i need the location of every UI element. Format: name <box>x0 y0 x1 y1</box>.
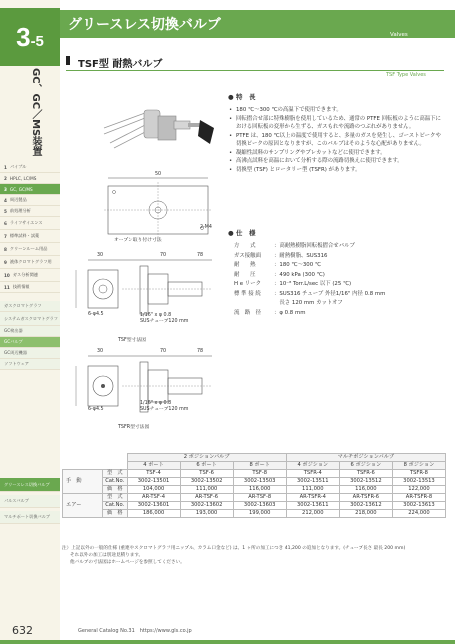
feature-item: • 凝縮性試料のサンプリングやプレカットなどに使用できます。 <box>236 149 443 158</box>
tsfr-hole-label: 6-φ4.5 <box>88 407 104 412</box>
spec-key <box>234 299 274 309</box>
group-2pos: 2 ポジションバルブ <box>127 454 286 462</box>
spec-key: 耐 熱 <box>234 262 256 268</box>
features-heading: 特 長 <box>235 93 256 101</box>
spec-value: ：高耐熱樹脂回転板摺合せバルブ <box>274 243 355 249</box>
product-photo <box>100 88 225 168</box>
feature-item: • 切換型 (TSF) とロータリー型 (TSFR) があります。 <box>236 166 443 175</box>
sidebar-item-5[interactable] <box>0 206 60 217</box>
section-vertical-title: GC、GC／MS装置 <box>30 68 41 157</box>
table-column-header: 6 ポート <box>180 462 233 470</box>
group-multipos: マルチポジションバルブ <box>286 454 445 462</box>
table-cell: TSFR-6 <box>339 470 392 478</box>
notes <box>62 545 446 566</box>
tsfr-dim-70: 70 <box>160 349 167 354</box>
table-row-key: Cat.No. <box>103 478 128 486</box>
tsfr-tube-label: 1/16" x φ 0.8 SUSチューブ120 mm <box>140 401 189 412</box>
table-row-key: 価 格 <box>103 486 128 494</box>
subnav-bottom-item[interactable] <box>0 495 60 508</box>
price-table <box>62 453 446 518</box>
tsfr-dim-78: 78 <box>197 349 204 354</box>
subnav-item-label: GC検出器 <box>4 328 23 333</box>
table-corner <box>103 462 128 470</box>
table-cell: 3002-13611 <box>286 502 339 510</box>
table-row-key: 価 格 <box>103 510 128 518</box>
sidebar-item-label: ガス分析関連 <box>12 272 38 277</box>
table-cell: 122,000 <box>392 486 445 494</box>
sidebar-item-1[interactable] <box>0 162 60 173</box>
table-cell: 3002-13513 <box>392 478 445 486</box>
subnav-item[interactable] <box>0 348 60 359</box>
product-title: TSF型 耐熱バルブ <box>78 59 163 70</box>
sidebar-item-label: 周辺製品 <box>9 197 27 202</box>
tsf-dim-30: 30 <box>97 253 104 258</box>
features-section <box>228 84 443 174</box>
table-cell: 3002-13501 <box>127 478 180 486</box>
table-cell: 186,000 <box>127 510 180 518</box>
feature-item: • 高沸点試料を高温において分析する際の流路切換えに使用できます。 <box>236 157 443 166</box>
features-list <box>228 106 443 174</box>
screw-label: 2-M4 <box>200 225 212 230</box>
sidebar-item-number: 11 <box>4 284 10 290</box>
table-corner <box>103 454 128 462</box>
spec-heading-mark: ● <box>228 229 236 237</box>
table-cell: AR-TSFR-6 <box>339 494 392 502</box>
table-column-header: 6 ポジション <box>339 462 392 470</box>
spec-row <box>234 242 385 252</box>
subnav-bottom-item[interactable] <box>0 511 60 524</box>
subnav-item[interactable] <box>0 312 60 326</box>
table-cell: 116,000 <box>339 486 392 494</box>
spec-key: 耐 圧 <box>234 271 256 278</box>
table-cell: 199,000 <box>233 510 286 518</box>
table-cell: AR-TSF-4 <box>127 494 180 502</box>
subnav-bottom-label: パルスバルブ <box>4 498 29 503</box>
footer-bar <box>0 640 455 644</box>
table-row-key: 型 式 <box>103 494 128 502</box>
table-cell: TSF-8 <box>233 470 286 478</box>
table-cell: 3002-13613 <box>392 502 445 510</box>
sidebar-item-label: 標準試料・試薬 <box>9 233 40 238</box>
table-row-group: 手 動 <box>63 470 103 494</box>
page-title: グリースレス切換バルブ <box>68 17 221 33</box>
spec-row <box>234 261 385 271</box>
table-column-header: 8 ポート <box>233 462 286 470</box>
subnav-bottom-label: マルチポート切換バルブ <box>4 514 51 519</box>
table-row-key: Cat.No. <box>103 502 128 510</box>
subnav-item-label: GCバルブ <box>4 339 23 344</box>
subnav-item[interactable] <box>0 301 60 312</box>
spec-section <box>228 220 443 318</box>
spec-key: 標 準 接 続 <box>234 290 261 297</box>
spec-row <box>234 290 385 300</box>
spec-key: H e リーク <box>234 281 261 287</box>
section-number: 3-5 <box>0 8 60 66</box>
spec-row <box>234 271 385 281</box>
table-cell: AR-TSFR-4 <box>286 494 339 502</box>
tsf-tube-label: 1/16" x φ 0.8 SUSチューブ120 mm <box>140 313 189 324</box>
spec-row <box>234 252 385 262</box>
sidebar-item-number: 10 <box>4 272 10 278</box>
sidebar-item-11[interactable] <box>0 282 60 293</box>
sidebar-item-label: GC, GC/MS <box>9 186 33 192</box>
table-row-group: エアー <box>63 494 103 518</box>
page-title-en: Valves <box>390 32 408 38</box>
table-corner <box>63 454 103 462</box>
table-row <box>63 494 446 502</box>
subnav-item-label: ガスクロマトグラフ <box>4 303 42 308</box>
sidebar-item-6[interactable] <box>0 217 60 230</box>
spec-key: 方 式 <box>234 243 256 249</box>
sidebar-item-number: 4 <box>4 197 7 203</box>
table-row <box>63 470 446 478</box>
sidebar-item-label: クリーンルーム用品 <box>9 246 48 251</box>
table-row <box>63 502 446 510</box>
sidebar-item-number: 5 <box>4 208 7 214</box>
spec-row <box>234 309 385 319</box>
sidebar-item-2[interactable] <box>0 173 60 184</box>
features-heading-mark: ● <box>228 93 236 101</box>
tsf-dim-70: 70 <box>160 253 167 258</box>
sidebar-item-label: HPLC, LC/MS <box>9 175 37 181</box>
subnav-item-label: システムガスクロマトグラフ <box>4 315 58 321</box>
subnav-item[interactable] <box>0 337 60 348</box>
sidebar-item-number: 8 <box>4 246 7 252</box>
table-cell: 3002-13511 <box>286 478 339 486</box>
table-cell: AR-TSF-8 <box>233 494 286 502</box>
dim-50-top: 50 <box>155 172 162 177</box>
table-column-header: 4 ポート <box>127 462 180 470</box>
subnav-item-label: GC周辺機器 <box>4 350 27 355</box>
sidebar-item-label: ライフサイエンス <box>9 220 43 225</box>
spec-value: ：10⁻⁸ Torr.L/sec 以下 (25 ℃) <box>274 281 352 287</box>
note-line: 他バルブの寸法図はホームページを参照してください。 <box>70 560 185 565</box>
table-cell: TSF-6 <box>180 470 233 478</box>
sidebar-item-3[interactable] <box>0 184 60 195</box>
table-cell: 224,000 <box>392 510 445 518</box>
table-row <box>63 486 446 494</box>
table-cell: TSFR-8 <box>392 470 445 478</box>
panel-mount-label: オープン取り付け寸法 <box>114 238 162 243</box>
feature-item: • 180 ℃～300 ℃の高温下で使用できます。 <box>236 106 443 115</box>
subnav-item-label: ソフトウェア <box>4 361 29 366</box>
title-bullet <box>66 56 70 65</box>
spec-value: 長さ 120 mm カットオフ <box>274 300 343 306</box>
spec-key: 流 路 径 <box>234 309 261 316</box>
table-cell: 3002-13601 <box>127 502 180 510</box>
spec-row <box>234 280 385 290</box>
sidebar-item-7[interactable] <box>0 230 60 243</box>
table-cell: 3002-13502 <box>180 478 233 486</box>
table-cell: 212,000 <box>286 510 339 518</box>
tsf-dim-78: 78 <box>197 253 204 258</box>
sidebar-item-label: 前処理分析 <box>9 208 31 213</box>
table-cell: 3002-13503 <box>233 478 286 486</box>
spec-value: ：φ 0.8 mm <box>274 309 306 316</box>
table-cell: 116,000 <box>233 486 286 494</box>
product-title-en: TSF Type Valves <box>386 72 426 78</box>
spec-value: ：180 ℃～300 ℃ <box>274 262 321 268</box>
spec-value: ：SUS316 チューブ 外径1/16" 内径 0.8 mm <box>274 290 386 297</box>
table-cell: 3002-13612 <box>339 502 392 510</box>
feature-item: • PTFE は、180 ℃以上の温度で使用すると、多量のガスを発生し、ゴーストピークや切換ピークの原因となりますが、このバルブはそのような心配がありません。 <box>236 132 443 149</box>
sidebar-item-label: 液体クロマトグラフ用 <box>9 259 52 264</box>
sidebar-item-number: 1 <box>4 164 7 170</box>
sidebar-item-label: パイプル <box>9 164 27 169</box>
table-cell: 104,000 <box>127 486 180 494</box>
table-row-key: 型 式 <box>103 470 128 478</box>
sidebar-item-number: 7 <box>4 233 7 239</box>
table-column-header: 8 ポジション <box>392 462 445 470</box>
tsf-hole-label: 6-φ4.5 <box>88 312 104 317</box>
footer-text: General Catalog No.31 https://www.gls.co.jp <box>78 628 192 634</box>
tsfr-dim-30: 30 <box>97 349 104 354</box>
spec-value: ：490 kPa (300 ℃) <box>274 271 325 278</box>
sidebar-item-10[interactable] <box>0 269 60 282</box>
table-row <box>63 510 446 518</box>
subnav-bottom-item[interactable] <box>0 478 60 492</box>
table-header-row <box>63 462 446 470</box>
table-cell: TSFR-4 <box>286 470 339 478</box>
table-cell: 193,000 <box>180 510 233 518</box>
tsfr-dimension-diagram <box>62 348 227 426</box>
sidebar-item-number: 2 <box>4 175 7 181</box>
subnav-bottom-label: グリースレス切換バルブ <box>4 481 50 487</box>
title-divider <box>66 70 444 71</box>
spec-table <box>234 242 385 318</box>
spec-heading: 仕 様 <box>235 229 256 237</box>
table-column-header: 4 ポジション <box>286 462 339 470</box>
tsfr-diagram-label: TSFR型寸法図 <box>118 425 150 430</box>
sidebar-item-number: 3 <box>4 186 7 192</box>
table-cell: 3002-13602 <box>180 502 233 510</box>
sidebar-item-4[interactable] <box>0 195 60 206</box>
table-cell: 111,000 <box>180 486 233 494</box>
spec-key: ガス接触面 <box>234 252 261 259</box>
spec-value: ：耐熱樹脂、SUS316 <box>274 252 328 259</box>
tsf-diagram-label: TSF型寸法図 <box>118 338 146 343</box>
table-corner <box>63 462 103 470</box>
subnav-item[interactable] <box>0 326 60 337</box>
spec-row <box>234 299 385 309</box>
table-cell: AR-TSFR-8 <box>392 494 445 502</box>
sidebar-item-label: 技術情報 <box>12 284 30 289</box>
table-cell: 3002-13512 <box>339 478 392 486</box>
table-group-row <box>63 454 446 462</box>
sidebar-item-8[interactable] <box>0 243 60 256</box>
page-number: 632 <box>12 624 33 637</box>
sidebar-item-number: 6 <box>4 220 7 226</box>
table-cell: AR-TSF-6 <box>180 494 233 502</box>
table-row <box>63 478 446 486</box>
table-cell: 111,000 <box>286 486 339 494</box>
subnav-item[interactable] <box>0 359 60 370</box>
table-cell: 218,000 <box>339 510 392 518</box>
sidebar-item-number: 9 <box>4 259 7 265</box>
table-cell: 3002-13603 <box>233 502 286 510</box>
table-cell: TSF-4 <box>127 470 180 478</box>
sidebar-item-9[interactable] <box>0 256 60 269</box>
feature-item: • 回転摺合せ部に特殊樹脂を使用しているため、通常の PTFE 回転板のように高温下における回転板の変形から生ずる、ガスもれや流路のつぶれがありません。 <box>236 115 443 132</box>
note-line: それ以外の加工は別途見積ります。 <box>70 553 144 558</box>
note-line: 注）上記以外の一般的仕様 (重連やスクロマトグラフ用ニップル、カラム口金など) は、1 ヶ所の加工につき 41,200 の追加となります。(チューブ長さ 最長 200 mm) <box>62 546 406 551</box>
